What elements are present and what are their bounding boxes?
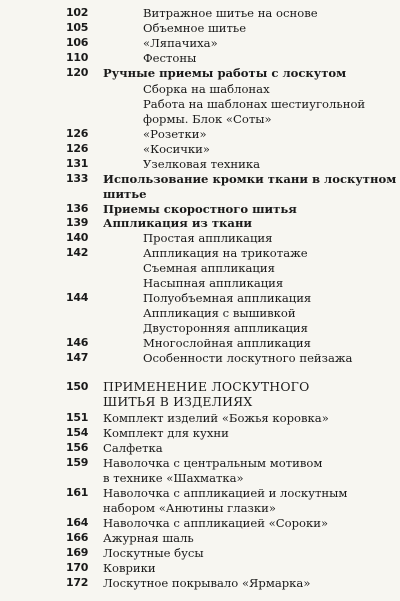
entry-title: набором «Анютины глазки» <box>103 501 276 515</box>
entry-title: Объемное шитье <box>143 21 247 35</box>
entry-title: Простая аппликация <box>143 231 273 245</box>
entry-title: Сборка на шаблонах <box>143 82 270 96</box>
page-number: 150 <box>66 380 89 393</box>
section-title: шитье <box>103 187 147 201</box>
entry-title: Аппликация на трикотаже <box>143 246 308 260</box>
page-number: 146 <box>66 336 89 349</box>
page-number: 105 <box>66 21 89 34</box>
entry-title: Съемная аппликация <box>143 261 275 275</box>
page-number: 140 <box>66 231 89 244</box>
entry-title: Комплект изделий «Божья коровка» <box>103 411 329 425</box>
entry-title: Наволочка с центральным мотивом <box>103 456 323 470</box>
page-number: 156 <box>66 441 89 454</box>
page-number: 172 <box>66 576 89 589</box>
page-number: 110 <box>66 51 89 64</box>
page-number: 144 <box>66 291 89 304</box>
entry-title: Витражное шитье на основе <box>143 6 318 20</box>
entry-title: Лоскутные бусы <box>103 546 204 560</box>
page-number: 136 <box>66 202 89 215</box>
entry-title: Ажурная шаль <box>103 531 194 545</box>
page-number: 161 <box>66 486 89 499</box>
entry-title: «Розетки» <box>143 127 207 141</box>
section-title: Аппликация из ткани <box>103 216 253 230</box>
page-number: 131 <box>66 157 89 170</box>
entry-title: «Косички» <box>143 142 210 156</box>
entry-title: Лоскутное покрывало «Ярмарка» <box>103 576 311 590</box>
entry-title: Фестоны <box>143 51 197 65</box>
page-number: 106 <box>66 36 89 49</box>
entry-title: формы. Блок «Соты» <box>143 112 272 126</box>
page-number: 151 <box>66 411 89 424</box>
entry-title: Салфетка <box>103 441 163 455</box>
entry-title: Работа на шаблонах шестиугольной <box>143 97 366 111</box>
entry-title: Двусторонняя аппликация <box>143 321 308 335</box>
page-number: 142 <box>66 246 89 259</box>
page-number: 170 <box>66 561 89 574</box>
entry-title: Узелковая техника <box>143 157 261 171</box>
entry-title: «Ляпачиха» <box>143 36 218 50</box>
entry-title: Аппликация с вышивкой <box>143 306 296 320</box>
page-number: 166 <box>66 531 89 544</box>
page-number: 102 <box>66 6 89 19</box>
page-number: 154 <box>66 426 89 439</box>
entry-title: Многослойная аппликация <box>143 336 311 350</box>
section-title: Ручные приемы работы с лоскутом <box>103 66 347 80</box>
page-number: 159 <box>66 456 89 469</box>
part-title: ПРИМЕНЕНИЕ ЛОСКУТНОГО <box>103 379 310 394</box>
entry-title: Комплект для кухни <box>103 426 229 440</box>
entry-title: Полуобъемная аппликация <box>143 291 312 305</box>
entry-title: Особенности лоскутного пейзажа <box>143 351 353 365</box>
entry-title: в технике «Шахматка» <box>103 471 244 485</box>
entry-title: Коврики <box>103 561 156 575</box>
page-number: 120 <box>66 66 89 79</box>
section-title: Использование кромки ткани в лоскутном <box>103 172 397 186</box>
part-title: ШИТЬЯ В ИЗДЕЛИЯХ <box>103 394 253 409</box>
entry-title: Наволочка с аппликацией «Сороки» <box>103 516 329 530</box>
page-number: 133 <box>66 172 89 185</box>
page-number: 169 <box>66 546 89 559</box>
entry-title: Наволочка с аппликацией и лоскутным <box>103 486 348 500</box>
section-title: Приемы скоростного шитья <box>103 202 297 216</box>
entry-title: Насыпная аппликация <box>143 276 284 290</box>
page-number: 126 <box>66 127 89 140</box>
page-number: 126 <box>66 142 89 155</box>
page-number: 164 <box>66 516 89 529</box>
page-number: 147 <box>66 351 89 364</box>
page-number: 139 <box>66 216 89 229</box>
